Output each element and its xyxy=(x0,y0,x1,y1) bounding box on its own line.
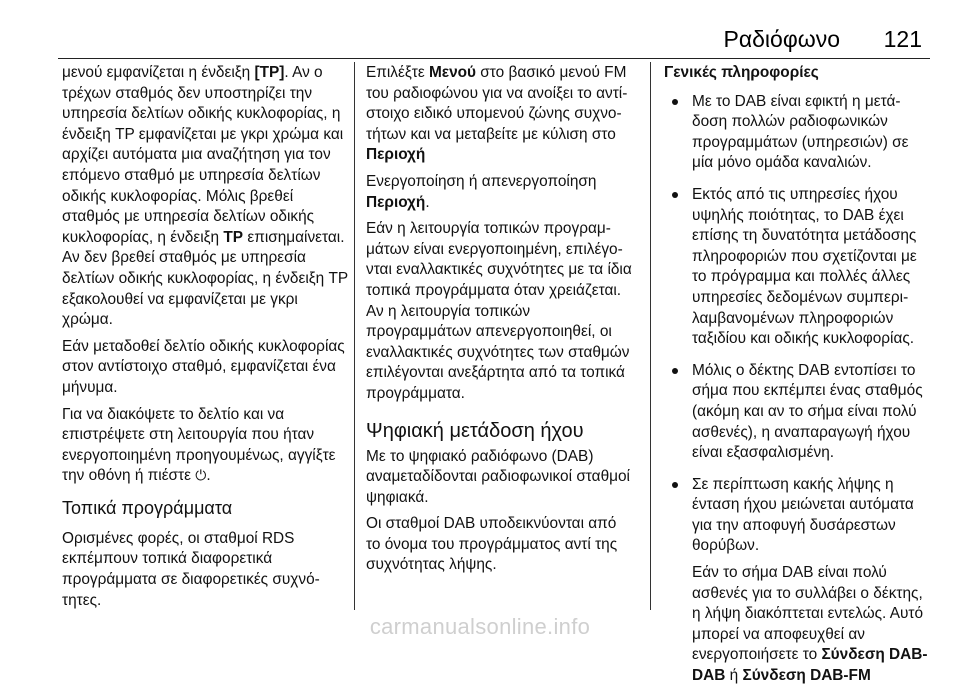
section-title: Ραδιόφωνο xyxy=(723,26,840,52)
bullet-icon xyxy=(672,368,678,374)
paragraph-regional-mode: Εάν η λειτουργία τοπικών προγραμμάτων είναι ενεργοποιημένη, επιλέγονται εναλλακτικές συχνότητες με τα ίδια τοπικά προγράμματα όταν χρειάζεται. Αν η λειτουργία τοπικών προγραμμάτων απενεργοποιηθεί, οι εναλλακτικές συχνότητες των σταθμών επιλέγονται ανεξάρτητα από τα τοπικά προγράμματα. xyxy=(366,220,632,402)
bullet-icon xyxy=(672,482,678,488)
bullet-list xyxy=(664,92,930,687)
list-item: Εκτός από τις υπηρεσίες ήχου υψηλής ποιότητας, το DAB έχει επίσης τη δυνατότητα μετάδοσης πληροφοριών που σχετίζονται με το πρόγραμμα και πολλές άλλες υπηρεσίες δεδομένων συμπεριλαμβανομένων πληροφοριών ταξιδίου και οδικής κυκλοφορίας. xyxy=(664,185,930,350)
region-term-2: Περιοχή xyxy=(366,193,426,211)
paragraph-tp-indicator: μενού εμφανίζεται η ένδειξη [TP]. Αν ο τρέχων σταθμός δεν υποστηρίζει την υπηρεσία δελτίων οδικής κυκλοφορίας, η ένδειξη TP εμφανίζεται με γκρι χρώμα και αρχίζει αυτόματα μια αναζήτηση για τον επόμενο σταθμό με υπηρεσία δελτίων οδικής κυκλοφορίας. Μόλις βρεθεί σταθμός με υπηρεσία δελτίων οδικής κυκλοφορίας, η ένδειξη TP επισημαίνεται. Αν δεν βρεθεί σταθμός με υπηρεσία δελτίων οδικής κυκλοφορίας, η ένδειξη TP εξακολουθεί να εμφανίζεται με γκρι χρώμα. xyxy=(62,64,348,329)
region-term: Περιοχή xyxy=(366,146,426,164)
power-icon: ⏻ xyxy=(195,467,207,484)
bullet-icon xyxy=(672,192,678,198)
header-divider xyxy=(58,58,930,59)
paragraph-toggle-region: Ενεργοποίηση ή απενεργοποίηση Περιοχή. xyxy=(366,172,597,211)
dab-dab-link-term: Σύνδεση DAB-DAB xyxy=(692,646,928,685)
list-item: Μόλις ο δέκτης DAB εντοπίσει το σήμα που εκπέμπει ένας σταθμός (ακόμη και αν το σήμα είναι πολύ ασθενές), η αναπαραγωγή ήχου είναι εξασφαλισμένη. xyxy=(664,361,930,464)
tp-label: [TP] xyxy=(254,64,285,81)
bullet-icon xyxy=(672,99,678,105)
menu-term: Μενού xyxy=(428,64,477,81)
page-number: 121 xyxy=(883,26,922,52)
paragraph-rds-regional: Ορισμένες φορές, οι σταθμοί RDS εκπέμπουν τοπικά διαφορετικά προγράμματα σε διαφορετικές συχνότητες. xyxy=(62,529,320,609)
column-3 xyxy=(664,63,930,698)
heading-regional-programs: Τοπικά προγράμματα xyxy=(62,497,233,518)
paragraph-traffic-message: Εάν μεταδοθεί δελτίο οδικής κυκλοφορίας στον αντίστοιχο σταθμό, εμφανίζεται ένα μήνυμα. xyxy=(62,337,345,396)
paragraph-weak-signal: Εάν το σήμα DAB είναι πολύ ασθενές για το συλλάβει ο δέκτης, η λήψη διακόπτεται εντελώς. Αυτό μπορεί να αποφευχθεί αν ενεργοποιήσετε το Σύνδεση DAB-DAB ή Σύνδεση DAB-FM xyxy=(692,564,928,685)
heading-general-info: Γενικές πληροφορίες xyxy=(664,64,819,81)
paragraph-interrupt: Για να διακόψετε το δελτίο και να επιστρέψετε στη λειτουργία που ήταν ενεργοποιημένη προηγουμένως, αγγίξτε την οθόνη ή πιέστε ⏻. xyxy=(62,405,336,485)
watermark: carmanualsonline.info xyxy=(369,614,591,639)
list-item: Με το DAB είναι εφικτή η μετάδοση πολλών ραδιοφωνικών προγραμμάτων (υπηρεσιών) σε μία μόνο ομάδα καναλιών. xyxy=(664,92,930,174)
column-divider-2 xyxy=(650,62,651,610)
dab-fm-link-term: Σύνδεση DAB-FM xyxy=(742,667,871,685)
page-header xyxy=(0,0,960,54)
paragraph-select-menu: Επιλέξτε Μενού στο βασικό μενού FM του ραδιοφώνου για να ανοίξει το αντίστοιχο ειδικό υπομενού ζώνης συχνοτήτων και να μεταβείτε με κύλιση στο Περιοχή xyxy=(366,64,628,164)
paragraph-dab-intro: Με το ψηφιακό ραδιόφωνο (DAB) αναμεταδίδονται ραδιοφωνικοί σταθμοί ψηφιακά. xyxy=(366,447,630,506)
list-item: Σε περίπτωση κακής λήψης η ένταση ήχου μειώνεται αυτόματα για την αποφυγή δυσάρεστων θορύβων. Εάν το σήμα DAB είναι πολύ ασθενές για το συλλάβει ο δέκτης, η λήψη διακόπτεται εντελώς. Αυτό μπορεί να αποφευχθεί αν ενεργοποιήσετε το Σύνδεση DAB-DAB ή Σύνδεση DAB-FM xyxy=(664,475,930,687)
column-1 xyxy=(62,63,348,617)
tp-label-2: TP xyxy=(223,228,244,246)
column-2 xyxy=(366,63,632,582)
heading-dab: Ψηφιακή μετάδοση ήχου xyxy=(366,419,584,442)
column-divider-1 xyxy=(354,62,355,610)
paragraph-dab-names: Οι σταθμοί DAB υποδεικνύονται από το όνομα του προγράμματος αντί της συχνότητας λήψης. xyxy=(366,515,618,574)
